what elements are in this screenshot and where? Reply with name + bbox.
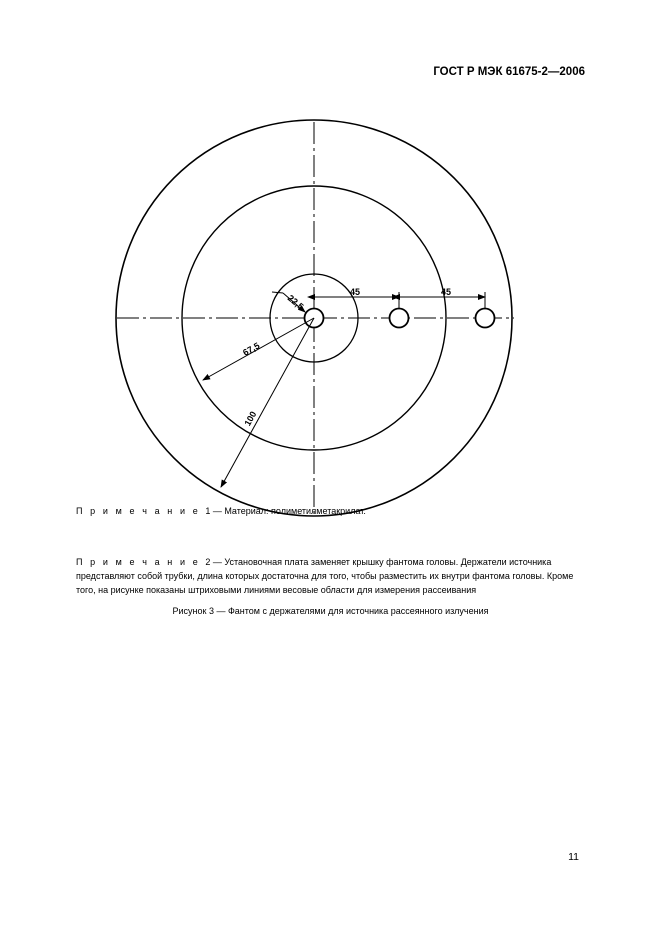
note-2-text: — Установочная плата заменяет крышку фантома головы. Держатели источника представляют собой трубки, длина которых достаточна для того, чтобы разместить их внутри фантома головы. Кроме того, на рисунке показаны штриховыми линиями весовые области для измерения рассеивания bbox=[76, 557, 574, 595]
holder-outer bbox=[476, 309, 495, 328]
holder-middle bbox=[390, 309, 409, 328]
note-1-text: — Материал: полиметилметакрилат. bbox=[210, 506, 366, 516]
note-1-number: 1 bbox=[205, 506, 211, 516]
figure-caption: Рисунок 3 — Фантом с держателями для источника рассеянного излучения bbox=[172, 606, 489, 616]
dim-leader-r22 bbox=[272, 292, 283, 293]
note-1 bbox=[76, 504, 586, 518]
dim-label-45b: 45 bbox=[440, 287, 452, 297]
note-1-label: П р и м е ч а н и е bbox=[76, 506, 201, 516]
note-2-number: 2 bbox=[205, 557, 211, 567]
page-number: 11 bbox=[568, 851, 579, 863]
dim-label-r67: 67,5 bbox=[241, 340, 262, 358]
dim-label-45a: 45 bbox=[349, 287, 361, 297]
dim-label-r100: 100 bbox=[242, 409, 259, 428]
dim-line-r100 bbox=[221, 318, 314, 487]
note-2-label: П р и м е ч а н и е bbox=[76, 557, 201, 567]
dim-label-r22: 22,5 bbox=[285, 292, 306, 312]
document-code: ГОСТ Р МЭК 61675-2—2006 bbox=[433, 66, 585, 78]
note-2 bbox=[76, 555, 586, 597]
